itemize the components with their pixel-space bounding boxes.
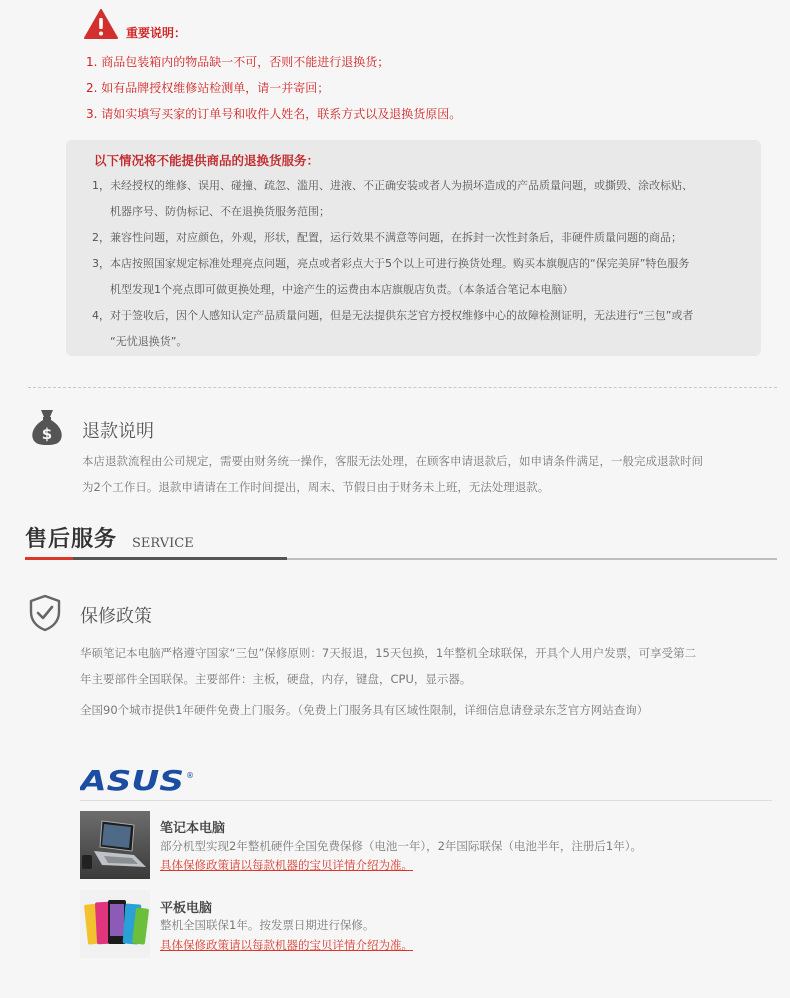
product-desc: 整机全国联保1年。按发票日期进行保修。 — [160, 918, 375, 932]
product-details-link[interactable]: 具体保修政策请以每款机器的宝贝详情介绍为准。 — [160, 858, 413, 872]
svg-text:ASUS: ASUS — [80, 766, 184, 794]
tablet-image — [80, 890, 150, 958]
warning-icon — [84, 9, 118, 39]
refund-text: 为2个工作日。退款申请请在工作时间提出，周末、节假日由于财务未上班，无法处理退款。 — [82, 480, 550, 494]
product-desc: 部分机型实现2年整机硬件全国免费保修（电池一年），2年国际联保（电池半年，注册后1年）。 — [160, 839, 642, 853]
laptop-image — [80, 811, 150, 879]
exclusion-line: 3，本店按照国家规定标准处理亮点问题，亮点或者彩点大于5个以上可进行换货处理。购买本旗舰店的“保完美屏”特色服务 — [92, 257, 690, 270]
warranty-title: 保修政策 — [80, 606, 152, 627]
product-details-link[interactable]: 具体保修政策请以每款机器的宝贝详情介绍为准。 — [160, 938, 413, 952]
exclusion-line: “无忧退换货”。 — [110, 335, 188, 348]
svg-text:$: $ — [41, 425, 53, 443]
after-sales-title: 售后服务 — [25, 527, 118, 552]
exclusion-line: 2，兼容性问题，对应颜色，外观，形状，配置，运行效果不满意等问题，在拆封一次性封条后，非硬件质量问题的商品； — [92, 231, 682, 244]
product-title: 笔记本电脑 — [160, 821, 226, 836]
exclusions-panel — [66, 140, 761, 356]
refund-text: 本店退款流程由公司规定，需要由财务统一操作，客服无法处理，在顾客申请退款后，如申请条件满足，一般完成退款时间 — [82, 454, 703, 468]
notice-item: 2. 如有品牌授权维修站检测单，请一并寄回； — [86, 81, 330, 95]
exclusion-line: 机器序号、防伪标记、不在退换货服务范围； — [110, 205, 330, 218]
notice-title: 重要说明： — [126, 26, 187, 40]
warranty-text: 年主要部件全国联保。主要部件：主板，硬盘，内存，键盘，CPU，显示器。 — [80, 672, 472, 686]
svg-text:®: ® — [186, 771, 194, 780]
header-underline-accent — [25, 557, 73, 560]
exclusion-line: 机型发现1个亮点即可做更换处理，中途产生的运费由本店旗舰店负责。（本条适合笔记本电脑） — [110, 283, 574, 296]
product-title: 平板电脑 — [160, 901, 213, 916]
asus-logo — [80, 766, 200, 798]
notice-item: 1. 商品包装箱内的物品缺一不可，否则不能进行退换货； — [86, 55, 390, 69]
exclusion-line: 1，未经授权的维修、误用、碰撞、疏忽、滥用、进液、不正确安装或者人为损坏造成的产品质量问题，或撕毁、涂改标贴、 — [92, 179, 693, 192]
shield-check-icon — [28, 594, 62, 632]
money-bag-icon — [30, 408, 64, 446]
section-divider — [28, 387, 777, 388]
after-sales-subtitle: SERVICE — [132, 536, 194, 551]
exclusion-line: 4，对于签收后，因个人感知认定产品质量问题，但是无法提供东芝官方授权维修中心的故障检测证明，无法进行“三包”或者 — [92, 309, 694, 322]
notice-item: 3. 请如实填写买家的订单号和收件人姓名，联系方式以及退换货原因。 — [86, 107, 462, 121]
exclusions-title: 以下情况将不能提供商品的退换货服务： — [94, 153, 320, 168]
warranty-text: 全国90个城市提供1年硬件免费上门服务。（免费上门服务具有区域性限制，详细信息请登录东芝官方网站查询） — [80, 703, 649, 717]
header-underline-light — [287, 558, 777, 560]
warranty-text: 华硕笔记本电脑严格遵守国家“三包”保修原则：7天报退，15天包换，1年整机全球联保，开具个人用户发票，可享受第二 — [80, 646, 697, 660]
refund-title: 退款说明 — [82, 421, 154, 442]
brand-divider — [80, 800, 772, 801]
